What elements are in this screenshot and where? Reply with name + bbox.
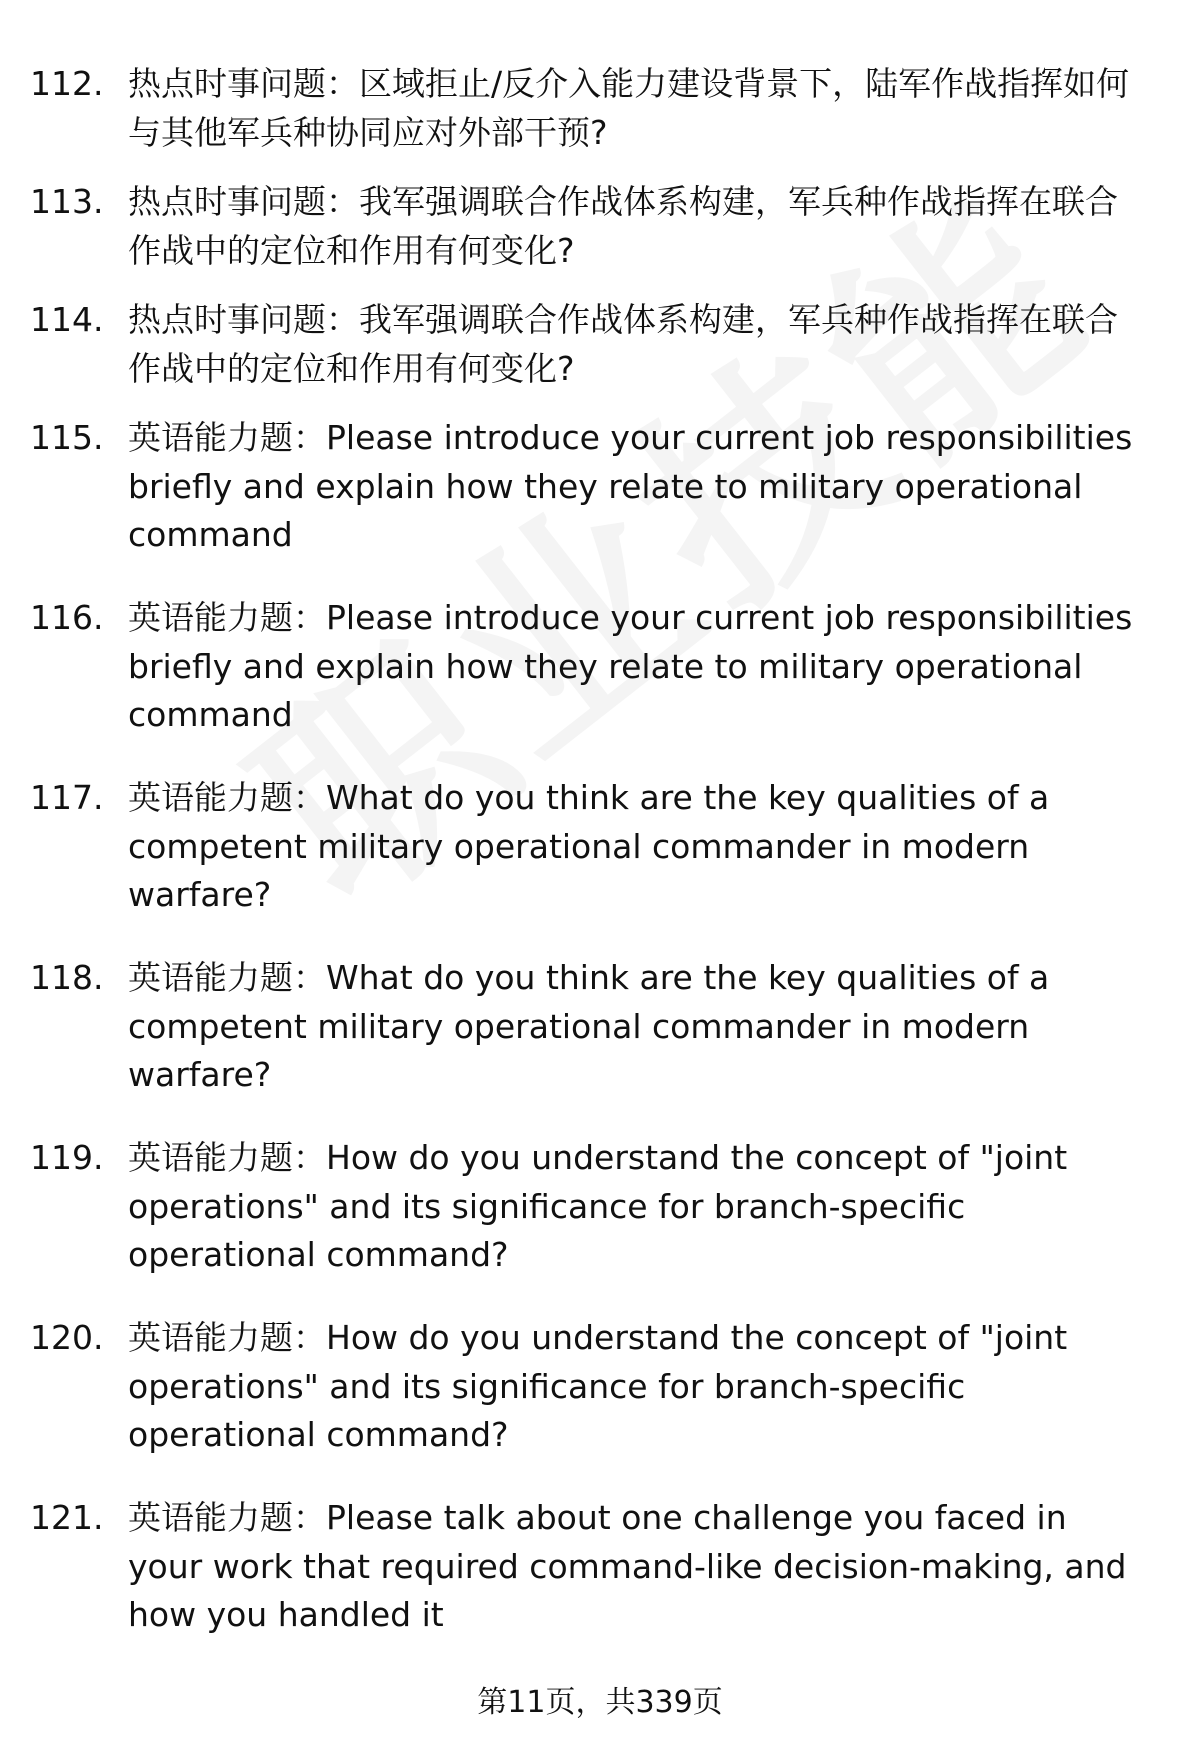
question-item [30,1314,1170,1460]
question-item [30,1494,1170,1640]
question-item [30,774,1170,920]
question-text: 英语能力题：How do you understand the concept of "joint operations" and its significance for branch-specific operational command? [128,1138,1068,1274]
question-item [30,1134,1170,1280]
question-number: 118. [30,958,104,997]
question-item [30,296,1170,393]
question-text: 热点时事问题：我军强调联合作战体系构建，军兵种作战指挥在联合作战中的定位和作用有何变化? [128,182,1118,270]
question-number: 112. [30,64,104,103]
question-text: 英语能力题：Please introduce your current job responsibilities briefly and explain how they relate to military operational command [128,418,1133,554]
question-number: 115. [30,418,104,457]
question-item [30,178,1170,275]
question-text: 热点时事问题：区域拒止/反介入能力建设背景下，陆军作战指挥如何与其他军兵种协同应对外部干预? [128,64,1130,152]
question-number: 121. [30,1498,104,1537]
question-item [30,954,1170,1100]
question-number: 116. [30,598,104,637]
question-number: 120. [30,1318,104,1357]
question-text: 热点时事问题：我军强调联合作战体系构建，军兵种作战指挥在联合作战中的定位和作用有何变化? [128,300,1118,388]
question-text: 英语能力题：What do you think are the key qualities of a competent military operational commander in modern warfare? [128,958,1050,1094]
question-number: 114. [30,300,104,339]
question-text: 英语能力题：How do you understand the concept of "joint operations" and its significance for branch-specific operational command? [128,1318,1068,1454]
question-number: 113. [30,182,104,221]
question-item [30,414,1170,560]
question-item [30,594,1170,740]
question-number: 117. [30,778,104,817]
question-item [30,60,1170,157]
question-text: 英语能力题：What do you think are the key qualities of a competent military operational commander in modern warfare? [128,778,1050,914]
question-text: 英语能力题：Please introduce your current job responsibilities briefly and explain how they relate to military operational command [128,598,1133,734]
question-number: 119. [30,1138,104,1177]
page-footer: 第11页，共339页 [477,1685,723,1720]
question-text: 英语能力题：Please talk about one challenge you faced in your work that required command-like decision-making, and how you handled it [128,1498,1127,1634]
